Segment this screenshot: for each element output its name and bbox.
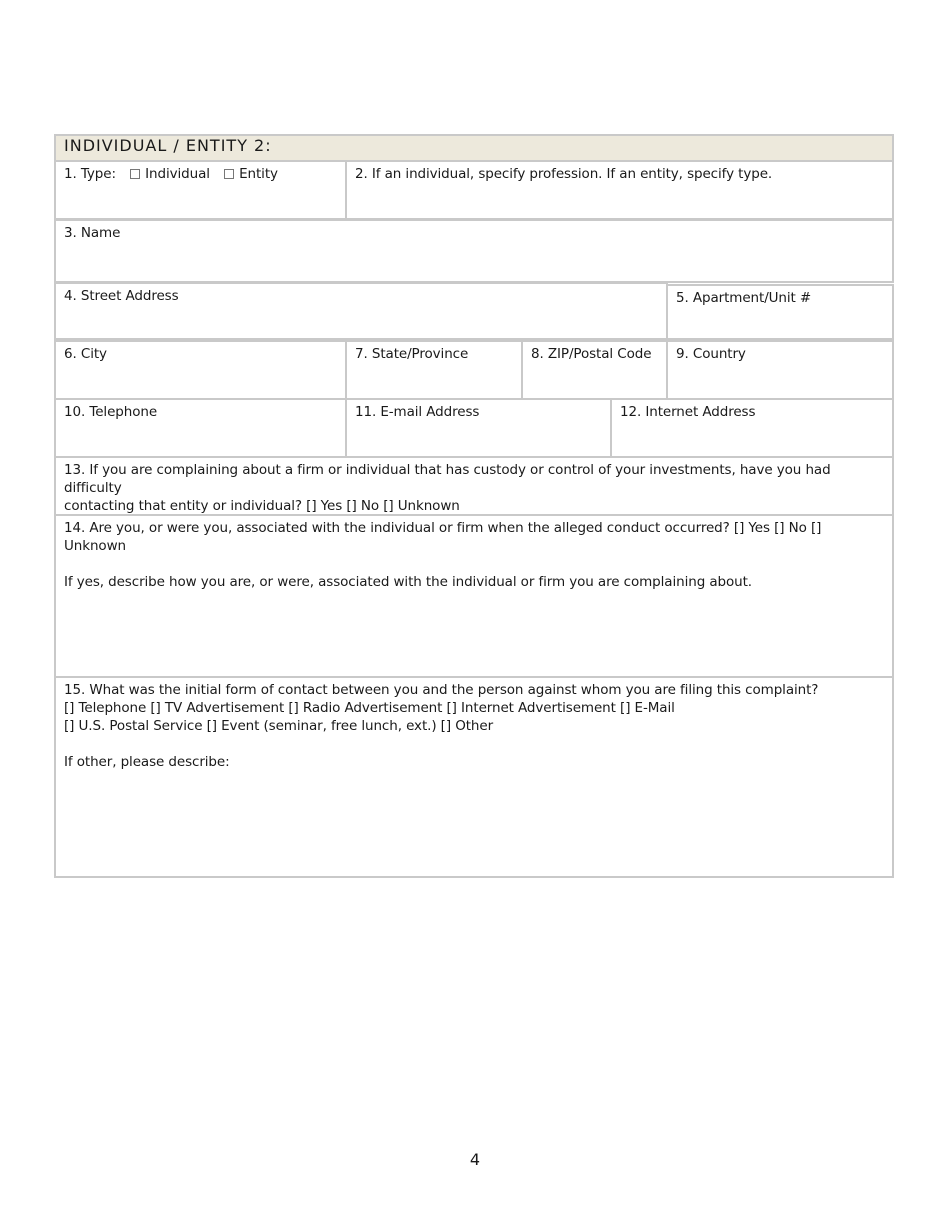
telephone-label: 10. Telephone — [64, 404, 158, 420]
custody-difficulty-question[interactable] — [54, 456, 894, 516]
zip-postal-code-label: 8. ZIP/Postal Code — [531, 346, 652, 362]
city-field[interactable] — [54, 340, 347, 400]
street-address-field[interactable] — [54, 282, 668, 340]
apartment-unit-field[interactable] — [666, 284, 894, 340]
association-question-text[interactable]: 14. Are you, or were you, associated with the individual or firm when the alleged conduct occurred? [] Yes [] No [] Unknown — [64, 520, 822, 554]
type-option-individual[interactable] — [130, 166, 214, 182]
state-province-label: 7. State/Province — [355, 346, 469, 362]
section-title: INDIVIDUAL / ENTITY 2: — [64, 136, 272, 155]
entity-option-label: Entity — [239, 166, 278, 182]
city-label: 6. City — [64, 346, 107, 362]
telephone-field[interactable] — [54, 398, 347, 458]
page-number: 4 — [469, 1150, 481, 1169]
email-address-field[interactable] — [345, 398, 612, 458]
complaint-form-section — [54, 134, 894, 878]
contact-options-row-1[interactable]: [] Telephone [] TV Advertisement [] Radio Advertisement [] Internet Advertisement [] E-Mail — [64, 700, 675, 716]
street-address-label: 4. Street Address — [64, 288, 179, 304]
other-describe-prompt: If other, please describe: — [64, 754, 230, 770]
association-question[interactable] — [54, 514, 894, 678]
apartment-unit-label: 5. Apartment/Unit # — [676, 290, 812, 306]
custody-answer-options[interactable]: contacting that entity or individual? [] Yes [] No [] Unknown — [64, 498, 460, 514]
individual-checkbox[interactable] — [130, 169, 140, 179]
zip-postal-code-field[interactable] — [521, 340, 668, 400]
email-address-label: 11. E-mail Address — [355, 404, 480, 420]
state-province-field[interactable] — [345, 340, 523, 400]
country-field[interactable] — [666, 340, 894, 400]
association-describe-prompt: If yes, describe how you are, or were, associated with the individual or firm you are complaining about. — [64, 574, 752, 590]
initial-contact-question[interactable] — [54, 676, 894, 878]
profession-field[interactable] — [345, 160, 894, 220]
type-field — [54, 160, 347, 220]
entity-checkbox[interactable] — [224, 169, 234, 179]
internet-address-field[interactable] — [610, 398, 894, 458]
section-header — [54, 134, 894, 162]
internet-address-label: 12. Internet Address — [620, 404, 756, 420]
type-label: 1. Type: — [64, 166, 116, 182]
type-option-entity[interactable] — [224, 166, 278, 182]
profession-label: 2. If an individual, specify profession. If an entity, specify type. — [355, 166, 773, 182]
contact-options-row-2[interactable]: [] U.S. Postal Service [] Event (seminar, free lunch, ext.) [] Other — [64, 718, 494, 734]
name-label: 3. Name — [64, 225, 121, 241]
individual-option-label: Individual — [145, 166, 210, 182]
custody-question-text: 13. If you are complaining about a firm or individual that has custody or control of your investments, have you had difficulty — [64, 462, 831, 496]
initial-contact-question-text: 15. What was the initial form of contact between you and the person against whom you are filing this complaint? — [64, 682, 819, 698]
country-label: 9. Country — [676, 346, 746, 362]
name-field[interactable] — [54, 219, 894, 283]
